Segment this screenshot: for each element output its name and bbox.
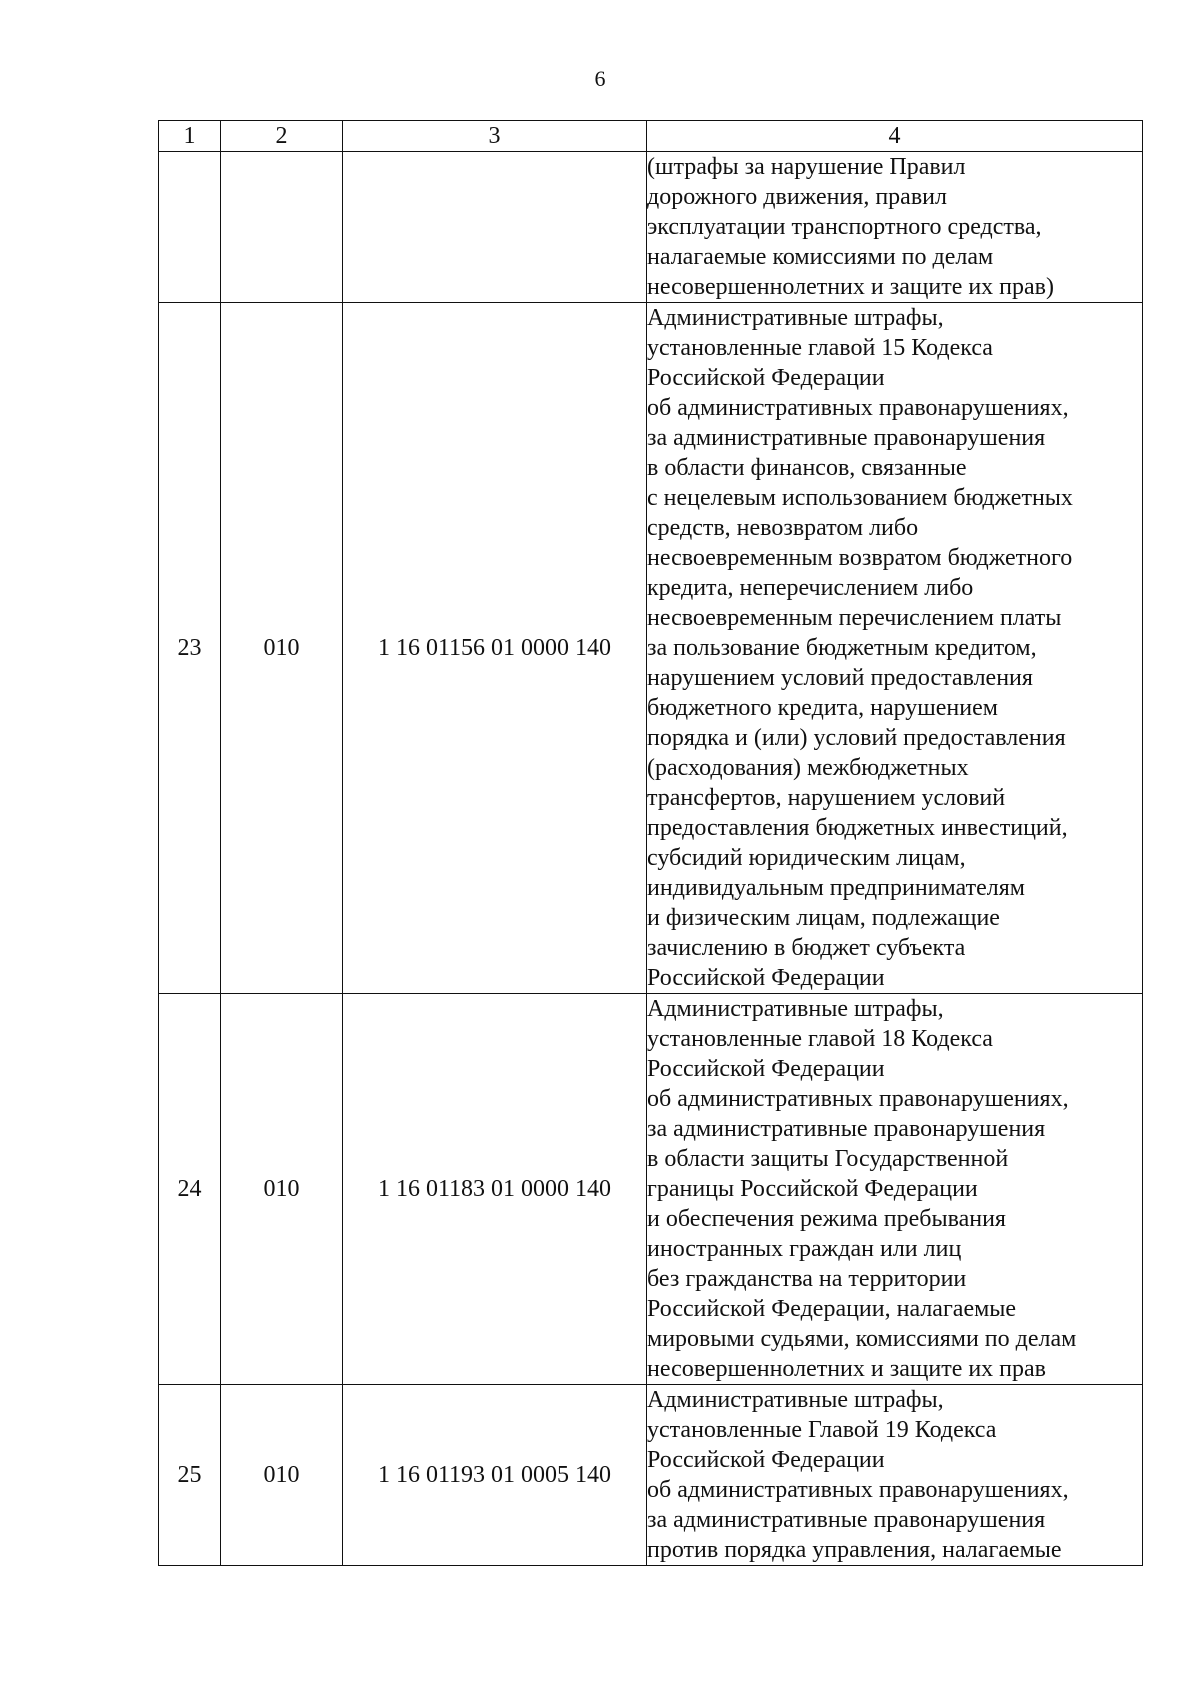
- description-line: предоставления бюджетных инвестиций,: [647, 815, 1068, 841]
- revenue-description: [647, 1385, 1143, 1566]
- description-line: установленные главой 15 Кодекса: [647, 335, 993, 361]
- table-row: [159, 994, 1143, 1385]
- description-line: нарушением условий предоставления: [647, 665, 1033, 691]
- column-header-4: 4: [647, 121, 1143, 152]
- table-header-row: [159, 121, 1143, 152]
- row-number: [159, 152, 221, 303]
- description-line: эксплуатации транспортного средства,: [647, 214, 1042, 240]
- table-body: [159, 152, 1143, 1566]
- description-line: кредита, неперечислением либо: [647, 575, 974, 601]
- description-line: установленные Главой 19 Кодекса: [647, 1417, 997, 1443]
- description-line: (штрафы за нарушение Правил: [647, 154, 966, 180]
- description-line: трансфертов, нарушением условий: [647, 785, 1006, 811]
- revenue-description: [647, 303, 1143, 994]
- description-line: несовершеннолетних и защите их прав: [647, 1356, 1047, 1382]
- description-line: Российской Федерации: [647, 1447, 885, 1473]
- description-line: несовершеннолетних и защите их прав): [647, 274, 1055, 300]
- description-line: Российской Федерации: [647, 965, 885, 991]
- description-line: за административные правонарушения: [647, 425, 1046, 451]
- description-line: Российской Федерации: [647, 365, 885, 391]
- description-line: иностранных граждан или лиц: [647, 1236, 962, 1262]
- column-header-1: 1: [159, 121, 221, 152]
- description-line: с нецелевым использованием бюджетных: [647, 485, 1073, 511]
- administrator-code: [221, 152, 343, 303]
- description-line: Российской Федерации, налагаемые: [647, 1296, 1017, 1322]
- budget-classification-code: 1 16 01193 01 0005 140: [343, 1385, 647, 1566]
- description-line: об административных правонарушениях,: [647, 1086, 1069, 1112]
- description-line: об административных правонарушениях,: [647, 1477, 1069, 1503]
- description-line: зачислению в бюджет субъекта: [647, 935, 966, 961]
- budget-codes-table: [158, 120, 1143, 1566]
- description-line: за административные правонарушения: [647, 1507, 1046, 1533]
- budget-classification-code: 1 16 01156 01 0000 140: [343, 303, 647, 994]
- description-line: (расходования) межбюджетных: [647, 755, 969, 781]
- description-line: несвоевременным возвратом бюджетного: [647, 545, 1073, 571]
- description-line: и обеспечения режима пребывания: [647, 1206, 1006, 1232]
- description-line: порядка и (или) условий предоставления: [647, 725, 1066, 751]
- description-line: бюджетного кредита, нарушением: [647, 695, 998, 721]
- description-line: против порядка управления, налагаемые: [647, 1537, 1062, 1563]
- description-line: несвоевременным перечислением платы: [647, 605, 1062, 631]
- description-line: за пользование бюджетным кредитом,: [647, 635, 1037, 661]
- column-header-3: 3: [343, 121, 647, 152]
- row-number: 23: [159, 303, 221, 994]
- budget-classification-code: [343, 152, 647, 303]
- table-row: [159, 1385, 1143, 1566]
- description-line: дорожного движения, правил: [647, 184, 947, 210]
- administrator-code: 010: [221, 1385, 343, 1566]
- administrator-code: 010: [221, 303, 343, 994]
- administrator-code: 010: [221, 994, 343, 1385]
- description-line: Административные штрафы,: [647, 1387, 944, 1413]
- budget-classification-code: 1 16 01183 01 0000 140: [343, 994, 647, 1385]
- description-line: мировыми судьями, комиссиями по делам: [647, 1326, 1077, 1352]
- description-line: за административные правонарушения: [647, 1116, 1046, 1142]
- table-row: [159, 303, 1143, 994]
- description-line: и физическим лицам, подлежащие: [647, 905, 1000, 931]
- revenue-description: [647, 152, 1143, 303]
- description-line: субсидий юридическим лицам,: [647, 845, 966, 871]
- description-line: об административных правонарушениях,: [647, 395, 1069, 421]
- row-number: 25: [159, 1385, 221, 1566]
- description-line: Административные штрафы,: [647, 305, 944, 331]
- revenue-description: [647, 994, 1143, 1385]
- table-row: [159, 152, 1143, 303]
- page-number: 6: [594, 66, 606, 91]
- description-line: налагаемые комиссиями по делам: [647, 244, 994, 270]
- description-line: в области защиты Государственной: [647, 1146, 1009, 1172]
- description-line: установленные главой 18 Кодекса: [647, 1026, 993, 1052]
- description-line: границы Российской Федерации: [647, 1176, 978, 1202]
- description-line: Российской Федерации: [647, 1056, 885, 1082]
- row-number: 24: [159, 994, 221, 1385]
- description-line: индивидуальным предпринимателям: [647, 875, 1025, 901]
- description-line: Административные штрафы,: [647, 996, 944, 1022]
- description-line: средств, невозвратом либо: [647, 515, 919, 541]
- column-header-2: 2: [221, 121, 343, 152]
- description-line: без гражданства на территории: [647, 1266, 967, 1292]
- description-line: в области финансов, связанные: [647, 455, 967, 481]
